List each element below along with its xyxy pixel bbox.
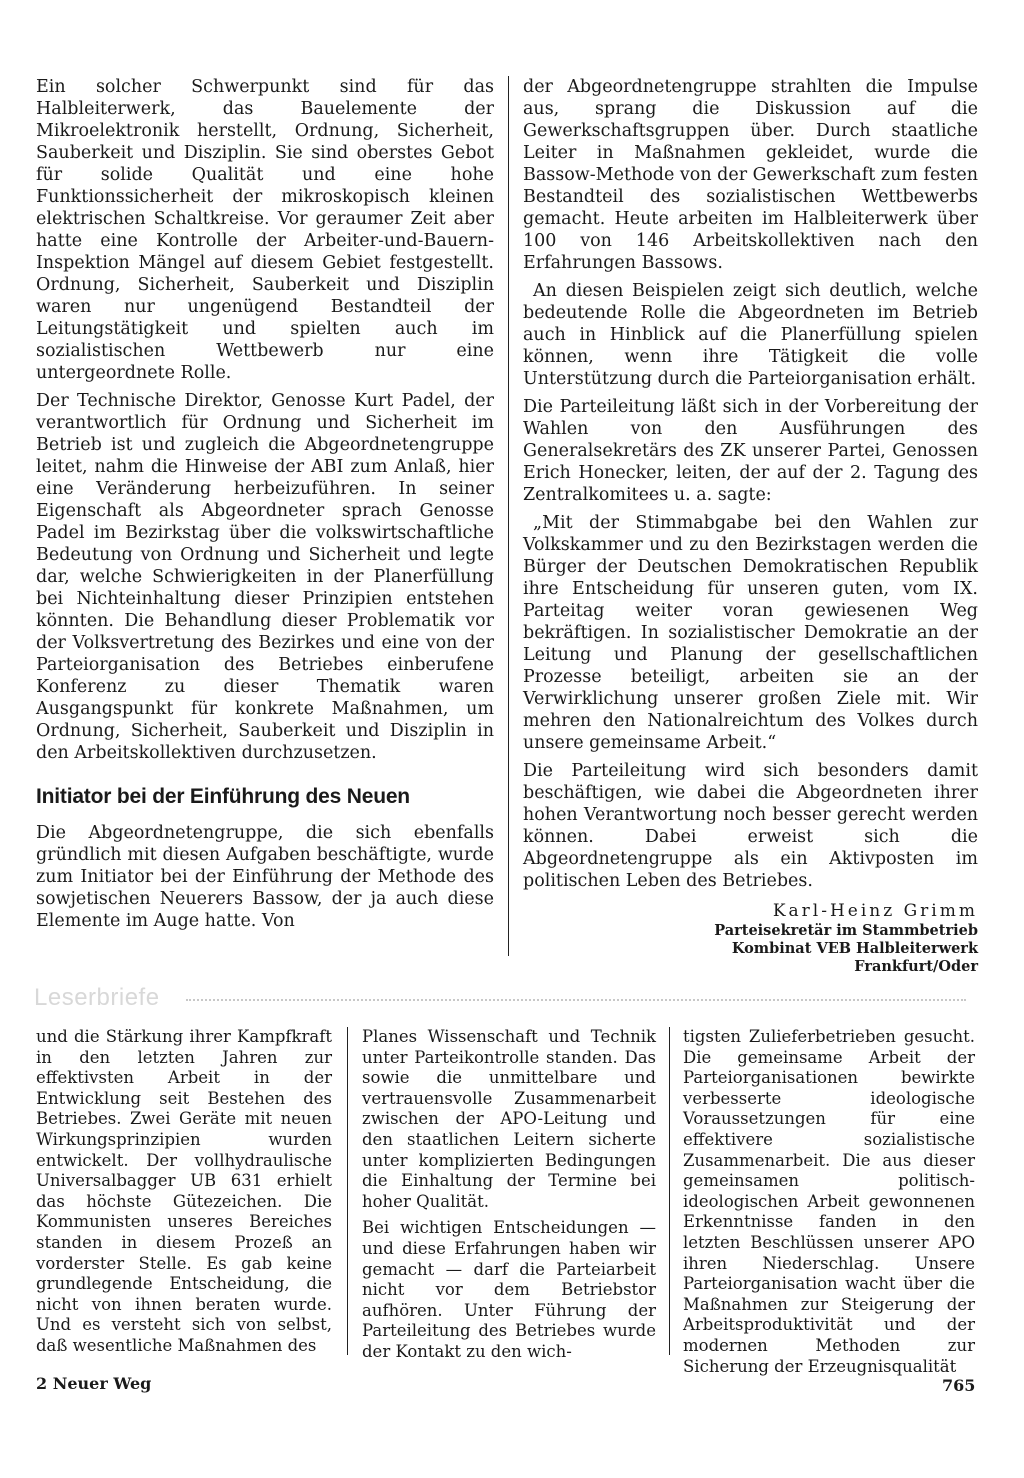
article-paragraph: Die Parteileitung wird sich besonders damit beschäftigen, wie dabei die Abgeordneten ihrer hohen Verantwortung noch besser gerecht werden können. Dabei erweist sich die Abgeordnetengruppe als ein Aktivposten im politischen Leben des Betriebes.: [523, 761, 978, 891]
column-divider: [669, 1027, 670, 1355]
letters-column-1: [36, 1027, 332, 1363]
article-right-column: [523, 76, 978, 976]
article-paragraph: Die Parteileitung läßt sich in der Vorbereitung der Wahlen von den Ausführungen des Generalsekretärs des ZK unserer Partei, Genossen Erich Honecker, leiten, der auf der 2. Tagung des Zentralkomitees u. a. sagte:: [523, 397, 978, 505]
letters-column-2: [362, 1027, 656, 1369]
letters-paragraph: Bei wichtigen Entscheidungen — und diese Erfahrungen haben wir gemacht — darf die Parteiarbeit nicht vor dem Betriebstor aufhören. Unter Führung der Parteileitung des Betriebes wurde der Kontakt zu den wich-: [362, 1218, 656, 1361]
column-divider: [508, 76, 509, 956]
article-paragraph: Ein solcher Schwerpunkt sind für das Halbleiterwerk, das Bauelemente der Mikroelektronik herstellt, Ordnung, Sicherheit, Sauberkeit und Disziplin. Sie sind oberstes Gebot für solide Qualität und eine hohe Funktionssicherheit der mikroskopisch kleinen elektrischen Schaltkreise. Vor geraumer Zeit aber hatte eine Kontrolle der Arbeiter-und-Bauern-Inspektion Mängel auf diesem Gebiet festgestellt. Ordnung, Sicherheit, Sauberkeit und Disziplin waren nur ungenügend Bestandteil der Leitungstätigkeit und spielten auch im sozialistischen Wettbewerb nur eine untergeordnete Rolle.: [36, 77, 494, 383]
letters-column-3: [683, 1027, 975, 1383]
letters-paragraph: und die Stärkung ihrer Kampfkraft in den letzten Jahren zur effektivsten Arbeit in der Entwicklung seit Bestehen des Betriebes. Zwei Geräte mit neuen Wirkungsprinzipien wurden entwickelt. Der vollhydraulische Universalbagger UB 631 erhielt das höchste Gütezeichen. Die Kommunisten unseres Bereiches standen in diesem Prozeß an vorderster Stelle. Es gab keine grundlegende Entscheidung, die nicht von ihnen beraten wurde. Und es versteht sich von selbst, daß wesentliche Maßnahmen des: [36, 1027, 332, 1355]
author-title: Parteisekretär im Stammbetrieb: [714, 922, 978, 939]
author-location: Frankfurt/Oder: [854, 958, 978, 975]
article-quote: „Mit der Stimmabgabe bei den Wahlen zur Volkskammer und zu den Bezirkstagen werden die Bürger der Deutschen Demokratischen Republik ihre Entscheidung für unseren guten, vom IX. Parteitag weiter voran gewiesenen Weg bekräftigen. In sozialistischer Demokratie an der Leitung und Planung der gesellschaftlichen Prozesse beteiligt, arbeiten sie an der Verwirklichung unserer großen Ziele mit. Wir mehren den Nationalreichtum des Volkes durch unsere gemeinsame Arbeit.“: [523, 513, 978, 753]
article-left-column: [36, 76, 494, 938]
page-number: 765: [942, 1376, 976, 1395]
letters-paragraph: tigsten Zulieferbetrieben gesucht. Die gemeinsame Arbeit der Parteiorganisationen bewirkte verbesserte ideologische Voraussetzungen für eine effektivere sozialistische Zusammenarbeit. Die aus dieser gemeinsamen politisch-ideologischen Arbeit gewonnenen Erkenntnisse fanden in den letzten Beschlüssen unserer APO ihren Niederschlag. Unsere Parteiorganisation wacht über die Maßnahmen zur Steigerung der Arbeitsproduktivität und der modernen Methoden zur Sicherung der Erzeugnisqualität: [683, 1027, 975, 1376]
author-organization: Kombinat VEB Halbleiterwerk: [731, 940, 978, 957]
article-paragraph: Die Abgeordnetengruppe, die sich ebenfalls gründlich mit diesen Aufgaben beschäftigte, wurde zum Initiator bei der Einführung der Methode des sowjetischen Neuerers Bassow, der ja auch diese Elemente im Auge hatte. Von: [36, 823, 494, 931]
section-label: Leserbriefe: [34, 984, 160, 1011]
footer-publication: 2 Neuer Weg: [36, 1374, 152, 1393]
article-paragraph: der Abgeordnetengruppe strahlten die Impulse aus, sprang die Diskussion auf die Gewerkschaftsgruppen über. Durch staatliche Leiter in Maßnahmen gekleidet, wurde die Bassow-Methode von der Gewerkschaft zum festen Bestandteil des sozialistischen Wettbewerbs gemacht. Heute arbeiten im Halbleiterwerk über 100 von 146 Arbeitskollektiven nach den Erfahrungen Bassows.: [523, 77, 978, 273]
author-name: Karl-Heinz Grimm: [772, 901, 978, 921]
article-subheading: Initiator bei der Einführung des Neuen: [36, 785, 410, 808]
letters-paragraph: Planes Wissenschaft und Technik unter Parteikontrolle standen. Das sowie die unmittelbare und vertrauensvolle Zusammenarbeit zwischen der APO-Leitung und den staatlichen Leitern sicherte unter komplizierten Bedingungen die Einhaltung der Termine bei hoher Qualität.: [362, 1027, 656, 1211]
article-paragraph: Der Technische Direktor, Genosse Kurt Padel, der verantwortlich für Ordnung und Sicherheit im Betrieb ist und zugleich die Abgeordnetengruppe leitet, nahm die Hinweise der ABI zum Anlaß, hier eine Veränderung herbeizuführen. In seiner Eigenschaft als Abgeordneter sprach Genosse Padel im Bezirkstag über die volkswirtschaftliche Bedeutung von Ordnung und Sicherheit und legte dar, welche Schwierigkeiten in der Planerfüllung bei Nichteinhaltung dieser Prinzipien entstehen könnten. Die Behandlung dieser Problematik vor der Volksvertretung des Bezirkes und eine von der Parteiorganisation des Betriebes einberufene Konferenz zu dieser Thematik waren Ausgangspunkt für konkrete Maßnahmen, um Ordnung, Sicherheit, Sauberkeit und Disziplin in den Arbeitskollektiven durchzusetzen.: [36, 391, 494, 763]
article-paragraph: An diesen Beispielen zeigt sich deutlich, welche bedeutende Rolle die Abgeordneten im Betrieb auch in Hinblick auf die Planerfüllung spielen können, wenn ihre Tätigkeit die volle Unterstützung durch die Parteiorganisation erhält.: [523, 281, 978, 389]
author-signature: [523, 900, 978, 976]
section-rule: [186, 999, 966, 1001]
column-divider: [347, 1027, 348, 1355]
